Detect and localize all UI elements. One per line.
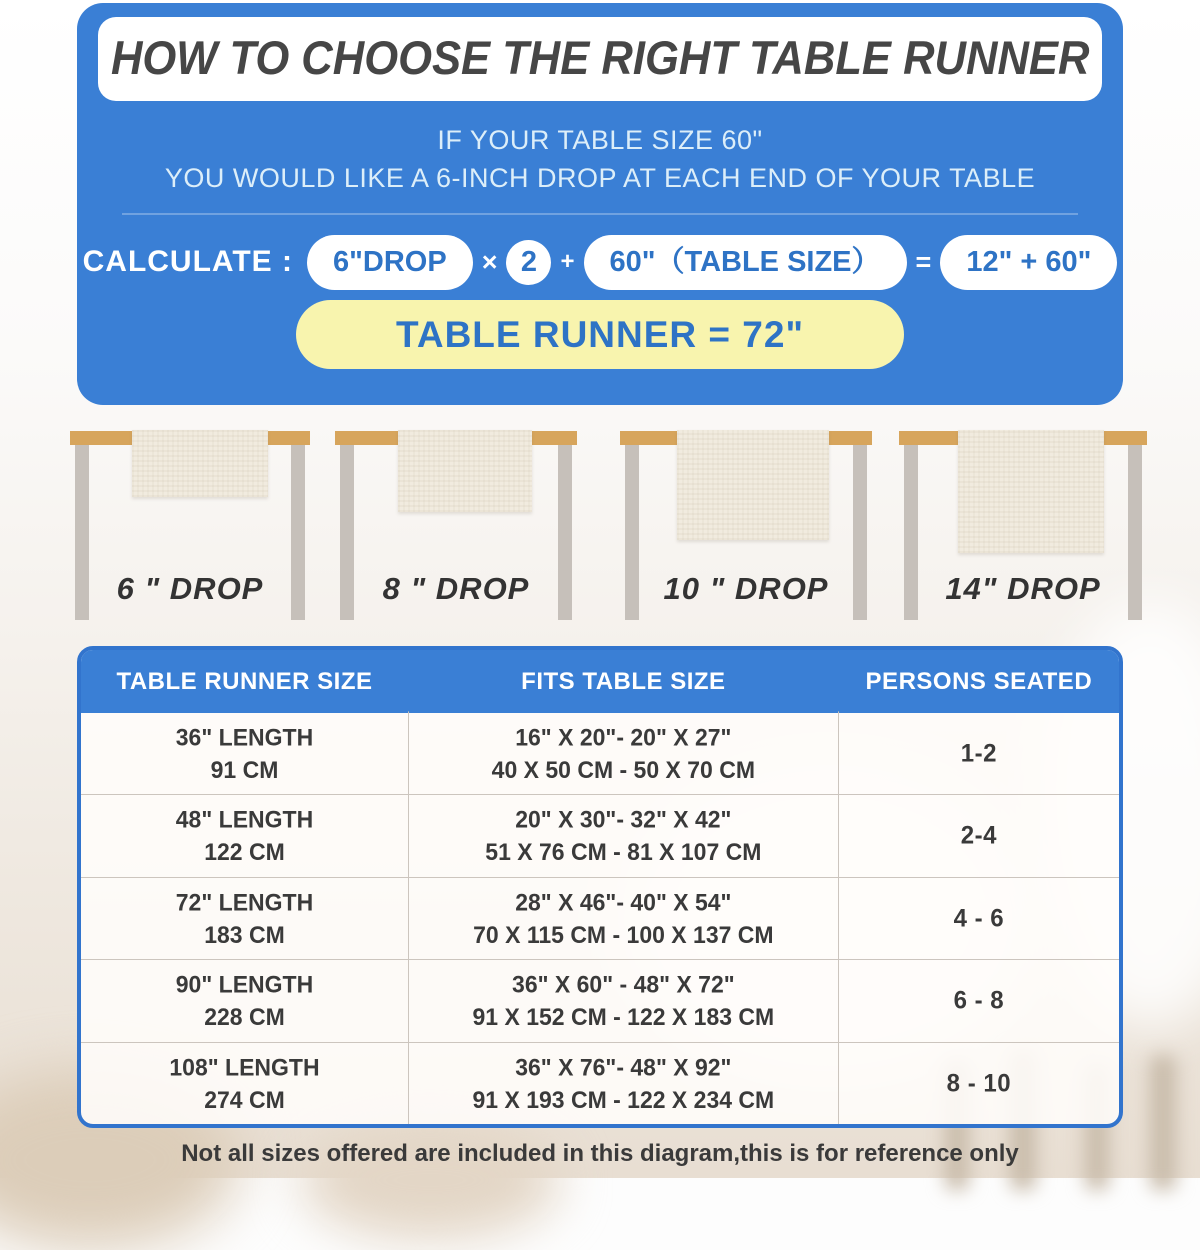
runner-size-in: 48" LENGTH — [175, 806, 314, 834]
fits-size-cm: 51 X 76 CM - 81 X 107 CM — [485, 838, 762, 866]
drop-value-pill: 6"DROP — [307, 235, 473, 290]
fits-size-in: 36" X 76"- 48" X 92" — [515, 1053, 732, 1081]
table-runner — [132, 430, 268, 497]
intro-line-2: YOU WOULD LIKE A 6-INCH DROP AT EACH END OF YOUR TABLE — [164, 163, 1036, 193]
drop-label: 14" DROP — [945, 571, 1101, 606]
persons-seated: 2-4 — [960, 821, 997, 850]
table-size-pill: 60"（TABLE SIZE） — [584, 235, 907, 290]
table-row — [81, 713, 1119, 794]
drop-label: 8 " DROP — [382, 571, 530, 606]
blurred-wood-shape — [300, 1120, 560, 1240]
runner-size-cm: 183 CM — [204, 920, 285, 948]
runner-size-cm: 228 CM — [204, 1003, 285, 1031]
fits-size-cm: 40 X 50 CM - 50 X 70 CM — [491, 755, 756, 783]
runner-size-cm: 274 CM — [204, 1085, 285, 1113]
result-pill: TABLE RUNNER = 72" — [296, 300, 904, 369]
intro-line-1: IF YOUR TABLE SIZE 60" — [437, 125, 763, 155]
drop-illustration-14in — [899, 431, 1147, 631]
title-banner — [98, 17, 1102, 101]
fits-size-cm: 70 X 115 CM - 100 X 137 CM — [473, 920, 774, 948]
column-header-fits-table-size: FITS TABLE SIZE — [521, 667, 726, 695]
drop-illustration-6in — [70, 431, 310, 631]
size-chart-table — [77, 646, 1123, 1128]
calculate-label: CALCULATE : — [82, 245, 294, 278]
drop-illustration-8in — [335, 431, 577, 631]
runner-size-in: 72" LENGTH — [175, 889, 314, 917]
multiply-sign: × — [481, 246, 498, 277]
table-row — [81, 1042, 1119, 1124]
table-row — [81, 877, 1119, 959]
fits-size-in: 28" X 46"- 40" X 54" — [515, 889, 732, 917]
runner-size-in: 36" LENGTH — [175, 724, 314, 752]
size-chart-header-row — [81, 650, 1119, 713]
runner-size-in: 108" LENGTH — [169, 1053, 320, 1081]
drop-illustration-10in — [620, 431, 872, 631]
fits-size-in: 20" X 30"- 32" X 42" — [515, 806, 732, 834]
instruction-panel — [77, 3, 1123, 405]
sum-pill: 12" + 60" — [940, 235, 1117, 290]
table-runner — [398, 430, 532, 512]
persons-seated: 6 - 8 — [953, 986, 1005, 1015]
multiplier-badge: 2 — [506, 240, 551, 285]
table-row — [81, 794, 1119, 876]
page-title: HOW TO CHOOSE THE RIGHT TABLE RUNNER — [110, 31, 1090, 85]
persons-seated: 8 - 10 — [946, 1068, 1012, 1098]
table-runner — [958, 430, 1104, 553]
column-header-runner-size: TABLE RUNNER SIZE — [116, 667, 373, 695]
table-runner — [677, 430, 829, 540]
blurred-chair-leg — [1150, 1055, 1176, 1190]
size-chart-body — [81, 713, 1119, 1124]
fits-size-cm: 91 X 152 CM - 122 X 183 CM — [472, 1003, 775, 1031]
footnote: Not all sizes offered are included in this diagram,this is for reference only — [181, 1140, 1019, 1167]
equals-sign: = — [915, 246, 932, 277]
calculation-row — [77, 234, 1123, 290]
runner-size-cm: 91 CM — [210, 755, 279, 783]
persons-seated: 1-2 — [960, 739, 997, 768]
fits-size-in: 36" X 60" - 48" X 72" — [512, 971, 735, 999]
fits-size-in: 16" X 20"- 20" X 27" — [515, 724, 732, 752]
column-header-persons-seated: PERSONS SEATED — [865, 667, 1093, 695]
runner-size-in: 90" LENGTH — [175, 971, 314, 999]
runner-size-cm: 122 CM — [204, 838, 285, 866]
table-row — [81, 959, 1119, 1041]
drop-label: 6 " DROP — [116, 571, 264, 606]
divider-line — [122, 213, 1078, 215]
drop-label: 10 " DROP — [663, 571, 829, 606]
fits-size-cm: 91 X 193 CM - 122 X 234 CM — [472, 1085, 775, 1113]
plus-sign: + — [560, 248, 575, 275]
persons-seated: 4 - 6 — [953, 904, 1005, 933]
